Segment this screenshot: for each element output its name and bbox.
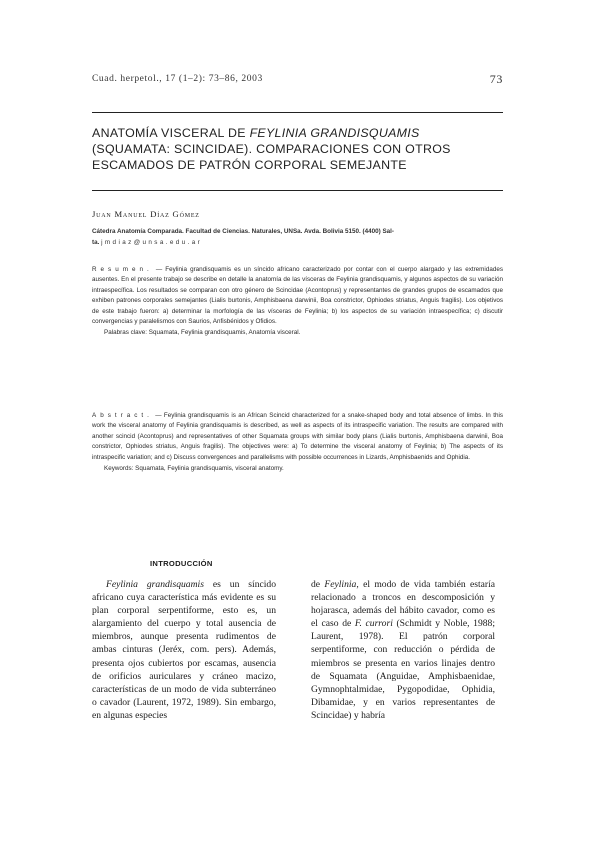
author-name: Juan Manuel Díaz Gómez (92, 209, 200, 219)
intro-text-left: es un síncido africano cuya característica más evidente es su plan corporal serpentiforme, esto es, un alargamiento del cuerpo y total ausencia de miembros, aunque presenta rudimentos de ambas cinturas (Jeréx, com. pers). Además, presenta ojos cubiertos por escamas, ausencia de orificios auriculares y cráneo macizo, características de un modo de vida subterráneo o cavador (Laurent, 1972, 1989). Sin embargo, en algunas especies (92, 579, 277, 721)
intro-text-right-pre: de (311, 579, 325, 590)
article-title (92, 125, 503, 173)
resumen-text: — Feylinia grandisquamis es un síncido africano caracterizado por contar con el cuerpo alargado y las extremidades ausentes. En el presente trabajo se describe en detalle la anatomía de las vísceras de Feylinia grandisquamis, y algunos aspectos de su variación intraespecífica. Los resultados se comparan con otro género de Scincidae (Acontoprus) y representantes de grandes grupos de escamados que exhiben patrones corporales semejantes (Lialis burtonis, Amphisbaena darwinii, Boa constrictor, Ophiodes striatus, Anguis fragilis). Los objetivos de este trabajo fueron: a) determinar la morfología de las vísceras de Feylinia; b) los aspectos de su variación intraespecífica; c) discutir convergencias y paralelismos con Saurios, Anfisbénidos y Ofidios. (92, 266, 503, 326)
affiliation-line-1: Cátedra Anatomía Comparada. Facultad de Ciencias. Naturales, UNSa. Avda. Bolivia 5150. (4400) Sal- (92, 228, 395, 235)
section-heading-introduccion: INTRODUCCIÓN (150, 559, 213, 568)
resumen-block (92, 265, 503, 339)
affiliation (92, 227, 503, 248)
affiliation-line-2: ta. (92, 238, 102, 246)
intro-species-2: F. currori (354, 618, 393, 630)
journal-citation: Cuad. herpetol., 17 (1–2): 73–86, 2003 (92, 74, 263, 84)
abstract-text: — Feylinia grandisquamis is an African Scincid characterized for a snake-shaped body and total absence of limbs. In this work the visceral anatomy of Feylinia grandisquamis is described, as well as aspects of its intraspecific variation. The results are compared with another scincid (Acontoprus) and representatives of other Squamata groups with similar body plans (Lialis burtonis, Amphisbaena darwinii, Boa constrictor, Ophiodes striatus, Anguis fragilis). The objectives were: a) To determine the visceral anatomy of Feylinia; b) The aspects of its intraspecific variation; and c) Discuss convergences and parallelisms with possible occurrences in Lizards, Amphisbaenids and Ophidia. (92, 412, 503, 461)
title-top-rule (92, 112, 503, 113)
title-bottom-rule (92, 190, 503, 191)
resumen-label: Resumen. (92, 266, 153, 273)
page-number: 73 (489, 72, 503, 86)
palabras-clave: Palabras clave: Squamata, Feylinia grandisquamis, Anatomía visceral. (104, 329, 301, 337)
title-line-1: ANATOMÍA VISCERAL DE (92, 126, 250, 140)
body-column-right (311, 578, 495, 722)
abstract-block (92, 411, 503, 474)
body-column-left (92, 578, 276, 722)
author-email[interactable]: jmdiaz@unsa.edu.ar (101, 238, 203, 246)
intro-species-name: Feylinia grandisquamis (106, 579, 204, 590)
running-header (92, 74, 503, 88)
title-line-3: ESCAMADOS DE PATRÓN CORPORAL SEMEJANTE (92, 158, 407, 172)
intro-genus: Feylinia (324, 579, 357, 590)
intro-text-right-1: , el modo de vida también estaría relacionado a troncos en descomposición y hojarasca, además del hábito cavador, como es el caso de (311, 579, 495, 630)
keywords: Keywords: Squamata, Feylinia grandisquamis, visceral anatomy. (104, 465, 284, 473)
abstract-label: Abstract. (92, 412, 153, 419)
title-line-2: (SQUAMATA: SCINCIDAE). COMPARACIONES CON OTROS (92, 142, 451, 156)
intro-text-right-2: (Schmidt y Noble, 1988; Laurent, 1978). El patrón corporal serpentiforme, con reducción o pérdida de miembros se presenta en varios linajes dentro de Squamata (Anguidae, Amphisbaenidae, Gymnophtalmidae, Pygopodidae, Ophidia, Dibamidae, y en varios representantes de Scincidae) y habría (311, 618, 495, 721)
title-species: FEYLINIA GRANDISQUAMIS (249, 126, 420, 140)
